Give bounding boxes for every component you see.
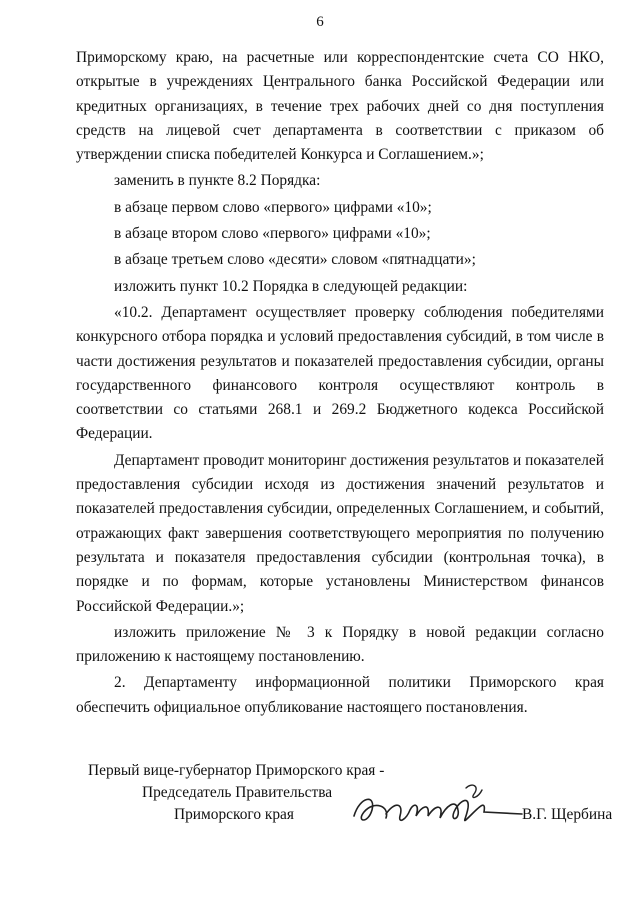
paragraph-point-2: 2. Департаменту информационной политики Приморского края обеспечить официальное опубликование настоящего постановления. — [76, 674, 604, 716]
signatory-position-line2: Председатель Правительства — [142, 784, 333, 801]
handwritten-signature — [346, 776, 526, 836]
signatory-position-line1: Первый вице-губернатор Приморского края - — [88, 762, 385, 779]
signature-block — [76, 760, 616, 840]
page-number: 6 — [316, 14, 324, 30]
paragraph-izlozhit-10-2: изложить пункт 10.2 Порядка в следующей редакции: — [114, 277, 468, 295]
signatory-name: В.Г. Щербина — [522, 806, 613, 823]
paragraph-10-2: «10.2. Департамент осуществляет проверку соблюдения победителями конкурсного отбора порядка и условий предоставления субсидий, в том числе в части достижения результатов и показателей предоставления субсидии, органы государственного финансового контроля осуществляют контроль в соответствии со статьями 268.1 и 269.2 Бюджетного кодекса Российской Федерации. — [76, 303, 604, 443]
signatory-position-line3: Приморского края — [174, 806, 294, 823]
paragraph-abzac-1: в абзаце первом слово «первого» цифрами «10»; — [114, 198, 432, 216]
paragraph-continuation: Приморскому краю, на расчетные или корреспондентские счета СО НКО, открытые в учреждениях Центрального банка Российской Федерации или кредитных организациях, в течение трех рабочих дней со дня поступления средств на лицевой счет департамента в соответствии с приказом об утверждении списка победителей Конкурса и Соглашением.»; — [76, 49, 604, 164]
paragraph-monitoring: Департамент проводит мониторинг достижения результатов и показателей предоставления субсидии исходя из достижения значений результатов и показателей предоставления субсидии, определенных Соглашением, и событий, отражающих факт завершения соответствующего мероприятия по получению результата и показателя предоставления субсидии (контрольная точка), в порядке и по формам, которые установлены Министерством финансов Российской Федерации.»; — [76, 451, 604, 615]
document-body — [76, 46, 604, 720]
paragraph-abzac-3: в абзаце третьем слово «десяти» словом «пятнадцати»; — [114, 251, 476, 269]
paragraph-replace-8-2: заменить в пункте 8.2 Порядка: — [114, 172, 321, 190]
paragraph-abzac-2: в абзаце втором слово «первого» цифрами «10»; — [114, 225, 431, 243]
paragraph-prilozhenie-3: изложить приложение № 3 к Порядку в новой редакции согласно приложению к настоящему постановлению. — [76, 623, 604, 666]
